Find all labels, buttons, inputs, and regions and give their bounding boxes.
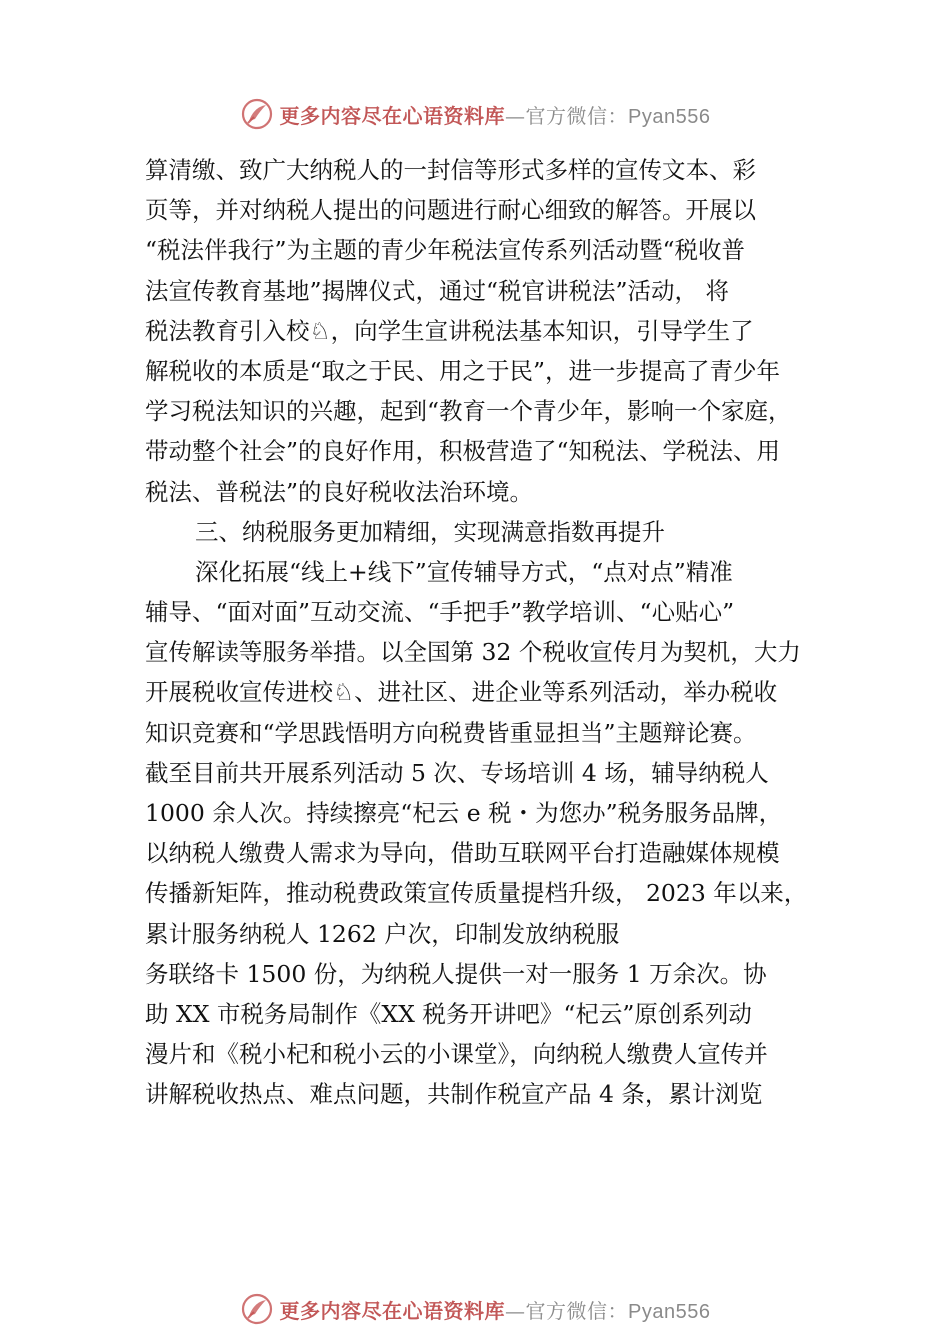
banner-title: 更多内容尽在心语资料库 (279, 103, 506, 128)
body-text-line: 税法教育引入校♘，向学生宣讲税法基本知识，引导学生了 (145, 316, 754, 345)
body-text-line: 宣传解读等服务举措。以全国第 32 个税收宣传月为契机，大力 (145, 638, 801, 667)
section-heading: 三、纳税服务更加精细，实现满意指数再提升 (195, 517, 665, 546)
logo-icon (240, 97, 274, 131)
body-text-line: 截至目前共开展系列活动 5 次、专场培训 4 场，辅导纳税人 (145, 758, 769, 787)
banner-wechat-label: —官方微信： (505, 103, 629, 128)
body-text-line: 务联络卡 1500 份，为纳税人提供一对一服务 1 万余次。协 (145, 959, 767, 988)
header-banner (0, 94, 950, 134)
body-text-line: 算清缴、致广大纳税人的一封信等形式多样的宣传文本、彩 (145, 156, 756, 184)
body-text-line: 辅导、“面对面”互动交流、“手把手”教学培训、“心贴心” (145, 598, 735, 627)
body-text-line: 知识竞赛和“学思践悟明方向税费皆重显担当”主题辩论赛。 (145, 718, 757, 747)
footer-banner (0, 1289, 950, 1329)
body-text-line: 深化拓展“线上+线下”宣传辅导方式，“点对点”精准 (195, 557, 733, 586)
body-text-line: 助 XX 市税务局制作《XX 税务开讲吧》“杞云”原创系列动 (145, 999, 752, 1028)
body-text-line: 累计服务纳税人 1262 户次，印制发放纳税服 (145, 919, 620, 948)
logo-icon (240, 1292, 274, 1326)
body-text-line: 漫片和《税小杞和税小云的小课堂》，向纳税人缴费人宣传并 (145, 1040, 768, 1069)
body-text-line: 页等，并对纳税人提出的问题进行耐心细致的解答。开展以 (145, 196, 756, 225)
body-text-line: 解税收的本质是“取之于民、用之于民”，进一步提高了青少年 (145, 356, 781, 385)
body-text-line: 1000 余人次。持续擦亮“杞云 e 税・为您办”税务服务品牌， (145, 799, 783, 827)
banner-wechat-id: Pyan556 (628, 105, 711, 128)
body-text-line: 法宣传教育基地”揭牌仪式，通过“税官讲税法”活动， 将 (145, 276, 730, 305)
banner-wechat-label: —官方微信： (505, 1298, 629, 1323)
body-text-line: 学习税法知识的兴趣，起到“教育一个青少年，影响一个家庭， (145, 397, 792, 426)
body-text-line: 开展税收宣传进校♘、进社区、进企业等系列活动，举办税收 (145, 678, 778, 707)
document-body (145, 150, 825, 1115)
body-text-line: 带动整个社会”的良好作用，积极营造了“知税法、学税法、用 (145, 437, 781, 466)
body-text-line: 传播新矩阵，推动税费政策宣传质量提档升级， 2023 年以来， (145, 879, 808, 908)
body-text-line: “税法伴我行”为主题的青少年税法宣传系列活动暨“税收普 (145, 236, 746, 265)
banner-title: 更多内容尽在心语资料库 (279, 1298, 506, 1323)
body-text-line: 讲解税收热点、难点问题，共制作税宣产品 4 条，累计浏览 (145, 1080, 763, 1109)
body-text-line: 以纳税人缴费人需求为导向，借助互联网平台打造融媒体规模 (145, 839, 780, 868)
body-text-line: 税法、普税法”的良好税收法治环境。 (145, 477, 534, 506)
banner-wechat-id: Pyan556 (628, 1300, 711, 1323)
